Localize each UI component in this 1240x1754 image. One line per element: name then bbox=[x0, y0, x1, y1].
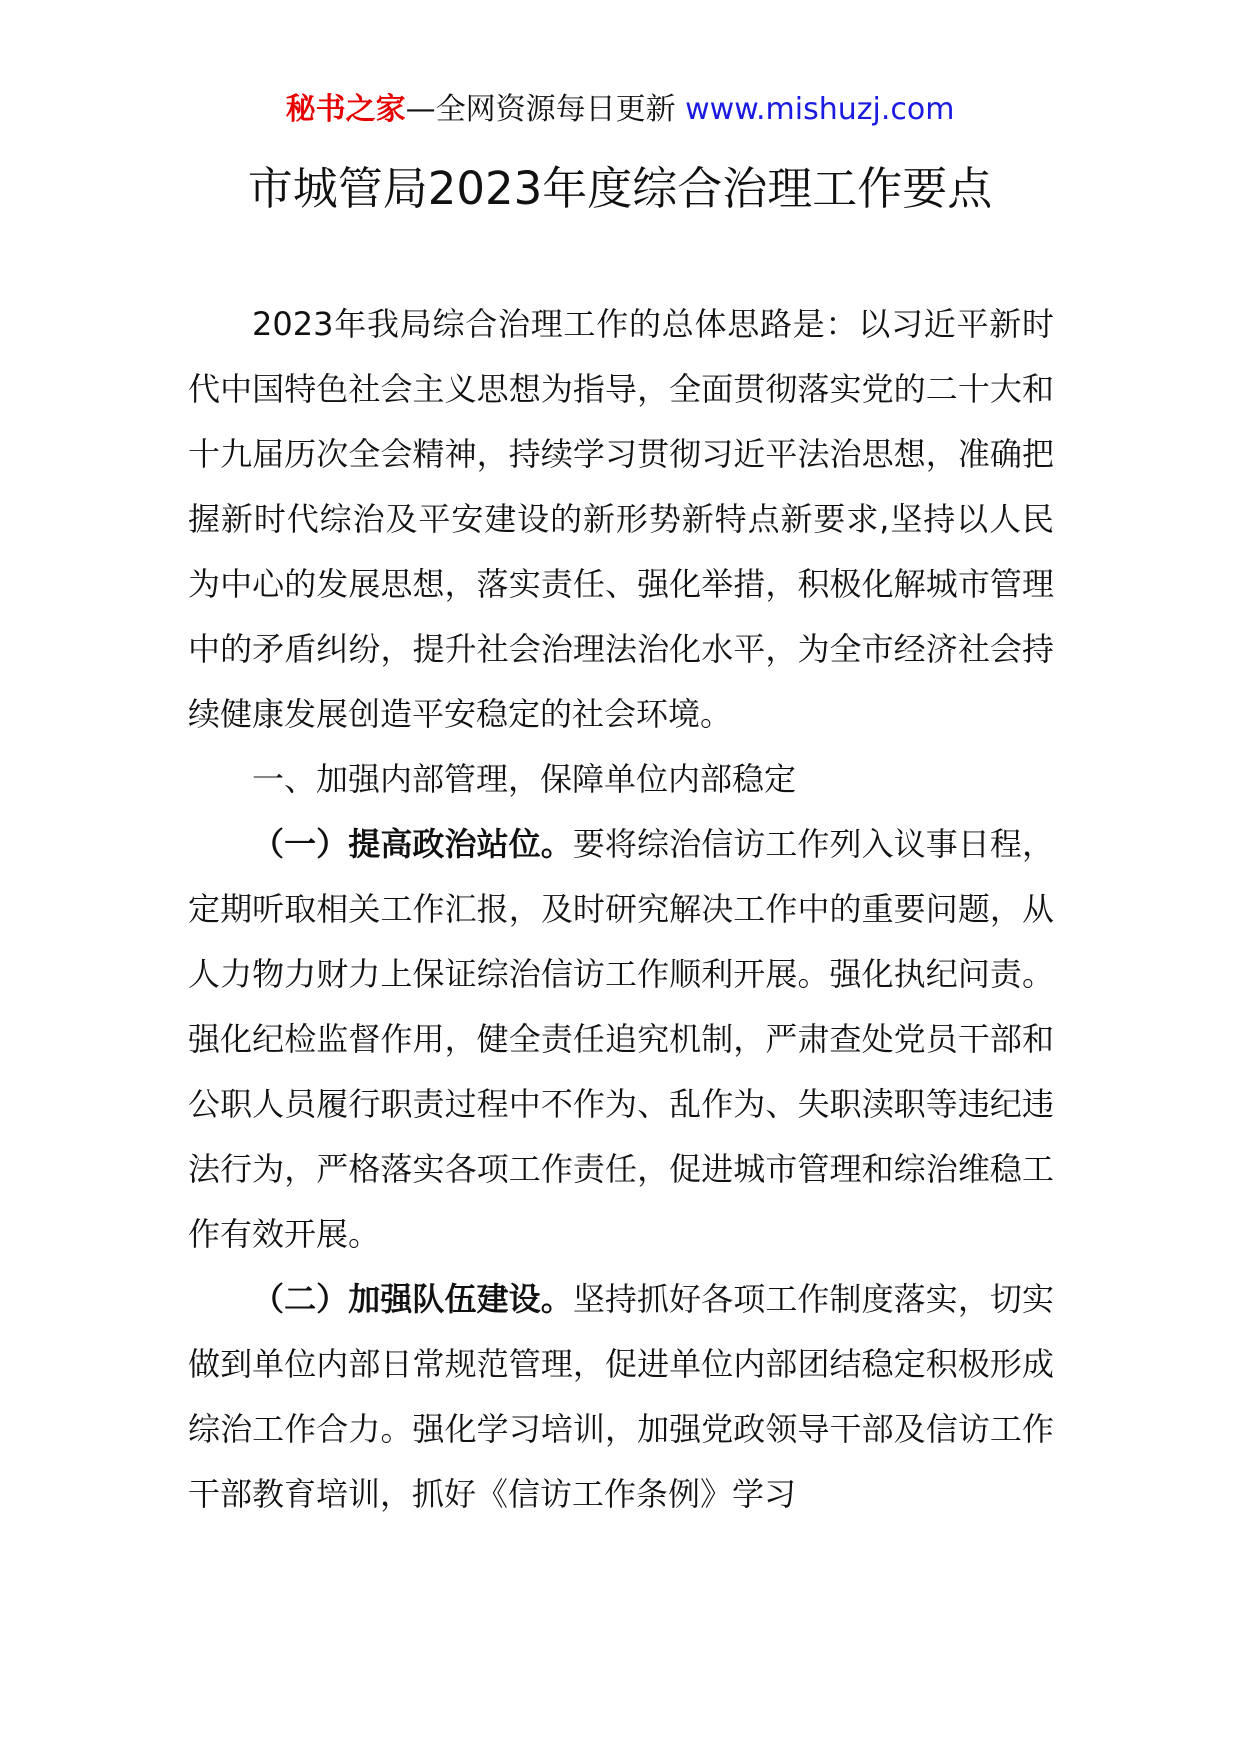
section-heading: 一、加强内部管理，保障单位内部稳定 bbox=[252, 760, 797, 798]
item-text-1: 要将综治信访工作列入议事日程，定期听取相关工作汇报，及时研究解决工作中的重要问题，从人力物力财力上保证综治信访工作顺利开展。强化执纪问责。强化纪检监督作用，健全责任追究机制，严肃查处党员干部和公职人员履行职责过程中不作为、乱作为、失职渎职等违纪违法行为，严格落实各项工作责任，促进城市管理和综治维稳工作有效开展。 bbox=[188, 825, 1054, 1253]
item-text-2: 坚持抓好各项工作制度落实，切实做到单位内部日常规范管理，促进单位内部团结稳定积极形成综治工作合力。强化学习培训，加强党政领导干部及信访工作干部教育培训，抓好《信访工作条例》学习 bbox=[188, 1280, 1054, 1513]
banner-tagline: —全网资源每日更新 bbox=[405, 92, 676, 127]
item-paragraph-2 bbox=[188, 1267, 1054, 1527]
document-body bbox=[188, 292, 1054, 1527]
banner-brand: 秘书之家 bbox=[285, 92, 406, 127]
document-title: 市城管局2023年度综合治理工作要点 bbox=[247, 162, 993, 215]
item-heading-1: （一）提高政治站位。 bbox=[252, 825, 573, 863]
item-heading-2: （二）加强队伍建设。 bbox=[252, 1280, 573, 1318]
intro-paragraph: 2023年我局综合治理工作的总体思路是：以习近平新时代中国特色社会主义思想为指导，全面贯彻落实党的二十大和十九届历次全会精神，持续学习贯彻习近平法治思想，准确把握新时代综治及平安建设的新形势新特点新要求,坚持以人民为中心的发展思想，落实责任、强化举措，积极化解城市管理中的矛盾纠纷，提升社会治理法治化水平，为全市经济社会持续健康发展创造平安稳定的社会环境。 bbox=[188, 305, 1054, 733]
banner-url-link[interactable]: www.mishuzj.com bbox=[685, 92, 955, 127]
item-paragraph-1 bbox=[188, 812, 1054, 1267]
site-banner bbox=[0, 92, 1240, 128]
